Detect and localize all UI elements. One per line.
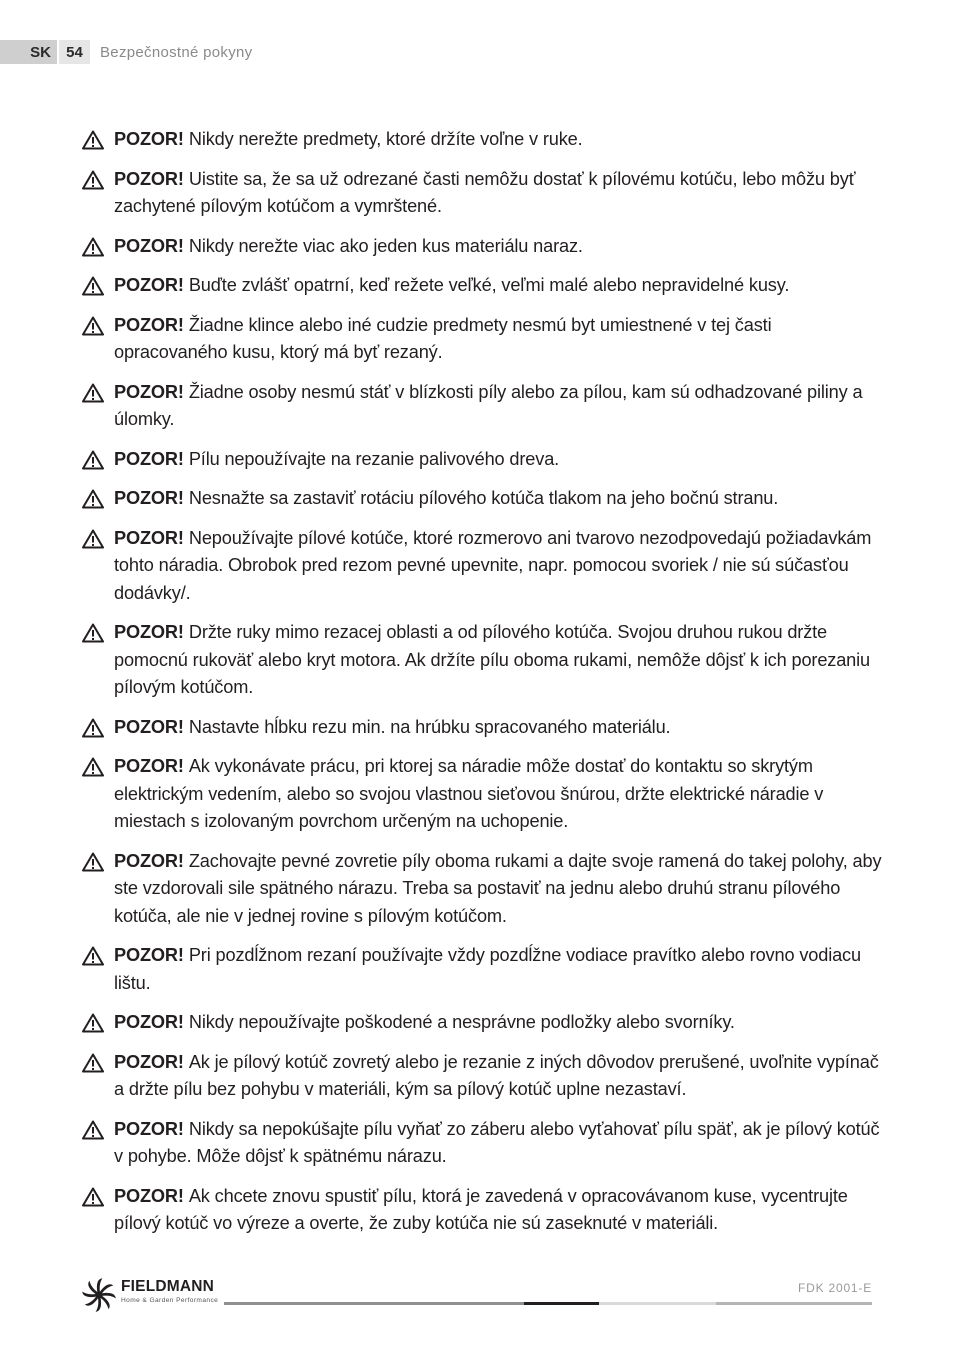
warning-label: POZOR!	[114, 381, 184, 402]
warning-text	[114, 848, 882, 931]
warning-label: POZOR!	[114, 756, 184, 776]
warning-item	[82, 1009, 882, 1037]
warning-text	[114, 233, 583, 261]
warning-label: POZOR!	[114, 716, 184, 737]
warning-item	[82, 848, 882, 931]
warning-text	[114, 446, 559, 474]
warning-body: Nastavte hĺbku rezu min. na hrúbku spracovaného materiálu.	[188, 716, 671, 737]
warning-item	[82, 233, 882, 261]
warning-triangle-icon	[82, 383, 104, 403]
warning-label: POZOR!	[114, 314, 184, 335]
warning-triangle-icon	[82, 1120, 104, 1140]
warning-text	[114, 126, 583, 154]
warning-item	[82, 485, 882, 513]
warning-triangle-icon	[82, 276, 104, 296]
warning-label: POZOR!	[114, 168, 184, 189]
warning-triangle-icon	[82, 529, 104, 549]
warning-text	[114, 1183, 882, 1238]
warning-label: POZOR!	[114, 945, 184, 965]
warning-triangle-icon	[82, 718, 104, 738]
warning-item	[82, 1049, 882, 1104]
warning-label: POZOR!	[114, 235, 184, 256]
warning-triangle-icon	[82, 852, 104, 872]
warning-body: Zachovajte pevné zovretie píly oboma rukami a dajte svoje ramená do takej polohy, aby ste vzdorovali sile spätného nárazu. Treba sa postaviť na jednu alebo druhú stranu pílového kotúča, ale nie v jednej rovine s pílovým kotúčom.	[114, 850, 882, 926]
warning-text	[114, 753, 882, 836]
warning-text	[114, 1049, 882, 1104]
warning-triangle-icon	[82, 1187, 104, 1207]
warning-text	[114, 166, 882, 221]
warning-triangle-icon	[82, 1053, 104, 1073]
warning-body: Uistite sa, že sa už odrezané časti nemôžu dostať k pílovému kotúču, lebo môžu byť zachytené pílovým kotúčom a vymrštené.	[114, 168, 856, 216]
warning-triangle-icon	[82, 946, 104, 966]
page-number: 54	[59, 40, 90, 64]
warning-text	[114, 1009, 735, 1037]
warning-text	[114, 942, 882, 997]
footer-rule-segment	[716, 1302, 872, 1305]
warning-body: Nikdy nerežte viac ako jeden kus materiálu naraz.	[188, 235, 583, 256]
warning-body: Nesnažte sa zastaviť rotáciu pílového kotúča tlakom na jeho bočnú stranu.	[188, 488, 779, 508]
warning-body: Ak chcete znovu spustiť pílu, ktorá je zavedená v opracovávanom kuse, vycentrujte pílový kotúč vo výreze a overte, že zuby kotúča nie sú zaseknuté v materiáli.	[114, 1185, 848, 1233]
page-header	[0, 40, 252, 64]
language-badge: SK	[0, 40, 57, 64]
warning-body: Žiadne klince alebo iné cudzie predmety nesmú byt umiestnené v tej časti opracovaného kusu, ktorý má byť rezaný.	[114, 314, 772, 362]
warning-triangle-icon	[82, 757, 104, 777]
warning-body: Nepoužívajte pílové kotúče, ktoré rozmerovo ani tvarovo nezodpovedajú požiadavkám tohto náradia. Obrobok pred rezom pevné upevnite, napr. pomocou svoriek / nie sú súčasťou dodávky/.	[114, 527, 872, 603]
warning-triangle-icon	[82, 170, 104, 190]
warning-text	[114, 379, 882, 434]
warning-body: Držte ruky mimo rezacej oblasti a od pílového kotúča. Svojou druhou rukou držte pomocnú rukoväť alebo kryt motora. Ak držíte pílu oboma rukami, nemôže dôjsť k ich porezaniu pílovým kotúčom.	[114, 622, 871, 697]
warning-label: POZOR!	[114, 527, 184, 548]
warning-item	[82, 714, 882, 742]
warning-triangle-icon	[82, 623, 104, 643]
warning-item	[82, 753, 882, 836]
warning-body: Pílu nepoužívajte na rezanie palivového dreva.	[188, 448, 560, 469]
warning-triangle-icon	[82, 237, 104, 257]
warning-body: Nikdy nepoužívajte poškodené a nesprávne podložky alebo svorníky.	[188, 1012, 735, 1032]
warning-item	[82, 1183, 882, 1238]
warning-label: POZOR!	[114, 1118, 184, 1139]
warning-text	[114, 619, 882, 702]
warning-item	[82, 126, 882, 154]
model-number: FDK 2001-E	[797, 1281, 872, 1295]
warning-item	[82, 166, 882, 221]
warning-triangle-icon	[82, 489, 104, 509]
warning-triangle-icon	[82, 316, 104, 336]
warning-body: Ak vykonávate prácu, pri ktorej sa náradie môže dostať do kontaktu so skrytým elektrickým vedením, alebo so svojou vlastnou sieťovou šnúrou, držte elektrické náradie v miestach s izolovaným povrchom určeným na uchopenie.	[114, 756, 824, 831]
brand-tagline: Home & Garden Performance	[121, 1297, 219, 1304]
warning-text	[114, 485, 778, 513]
warning-text	[114, 1116, 882, 1171]
brand-logo	[80, 1276, 225, 1314]
warning-item	[82, 379, 882, 434]
warning-triangle-icon	[82, 130, 104, 150]
warning-label: POZOR!	[114, 1012, 184, 1032]
warning-body: Buďte zvlášť opatrní, keď režete veľké, veľmi malé alebo nepravidelné kusy.	[188, 275, 790, 295]
warning-text	[114, 525, 882, 608]
brand-name: FIELDMANN	[121, 1278, 215, 1295]
warning-label: POZOR!	[114, 850, 184, 871]
section-title: Bezpečnostné pokyny	[100, 43, 253, 61]
warning-item	[82, 1116, 882, 1171]
warning-label: POZOR!	[114, 448, 184, 469]
footer-rule-segment	[599, 1302, 716, 1305]
warning-label: POZOR!	[114, 275, 184, 295]
page-footer	[80, 1276, 872, 1316]
warning-item	[82, 272, 882, 300]
warning-label: POZOR!	[114, 1185, 184, 1206]
warning-item	[82, 446, 882, 474]
warning-item	[82, 312, 882, 367]
warning-triangle-icon	[82, 450, 104, 470]
warning-label: POZOR!	[114, 622, 184, 642]
footer-rule-segment	[524, 1302, 599, 1305]
footer-rule-segment	[224, 1302, 524, 1305]
warning-body: Nikdy nerežte predmety, ktoré držíte voľne v ruke.	[188, 129, 583, 149]
warning-body: Nikdy sa nepokúšajte pílu vyňať zo záberu alebo vyťahovať pílu späť, ak je pílový kotúč v pohybe. Môže dôjsť k spätnému nárazu.	[114, 1118, 880, 1166]
warning-body: Žiadne osoby nesmú stáť v blízkosti píly alebo za pílou, kam sú odhadzované piliny a úlomky.	[114, 381, 863, 429]
warning-triangle-icon	[82, 1013, 104, 1033]
warning-text	[114, 312, 882, 367]
warning-body: Ak je pílový kotúč zovretý alebo je rezanie z iných dôvodov prerušené, uvoľnite vypínač a držte pílu bez pohybu v materiáli, kým sa pílový kotúč uplne nezastaví.	[114, 1051, 879, 1099]
warning-item	[82, 525, 882, 608]
warning-label: POZOR!	[114, 488, 184, 508]
warning-text	[114, 272, 789, 300]
warning-list	[82, 126, 882, 1250]
warning-item	[82, 619, 882, 702]
warning-body: Pri pozdĺžnom rezaní používajte vždy pozdĺžne vodiace pravítko alebo rovno vodiacu lištu.	[114, 945, 861, 993]
warning-text	[114, 714, 670, 742]
warning-item	[82, 942, 882, 997]
warning-label: POZOR!	[114, 129, 184, 149]
warning-label: POZOR!	[114, 1051, 184, 1072]
fan-logo-icon	[80, 1276, 118, 1314]
